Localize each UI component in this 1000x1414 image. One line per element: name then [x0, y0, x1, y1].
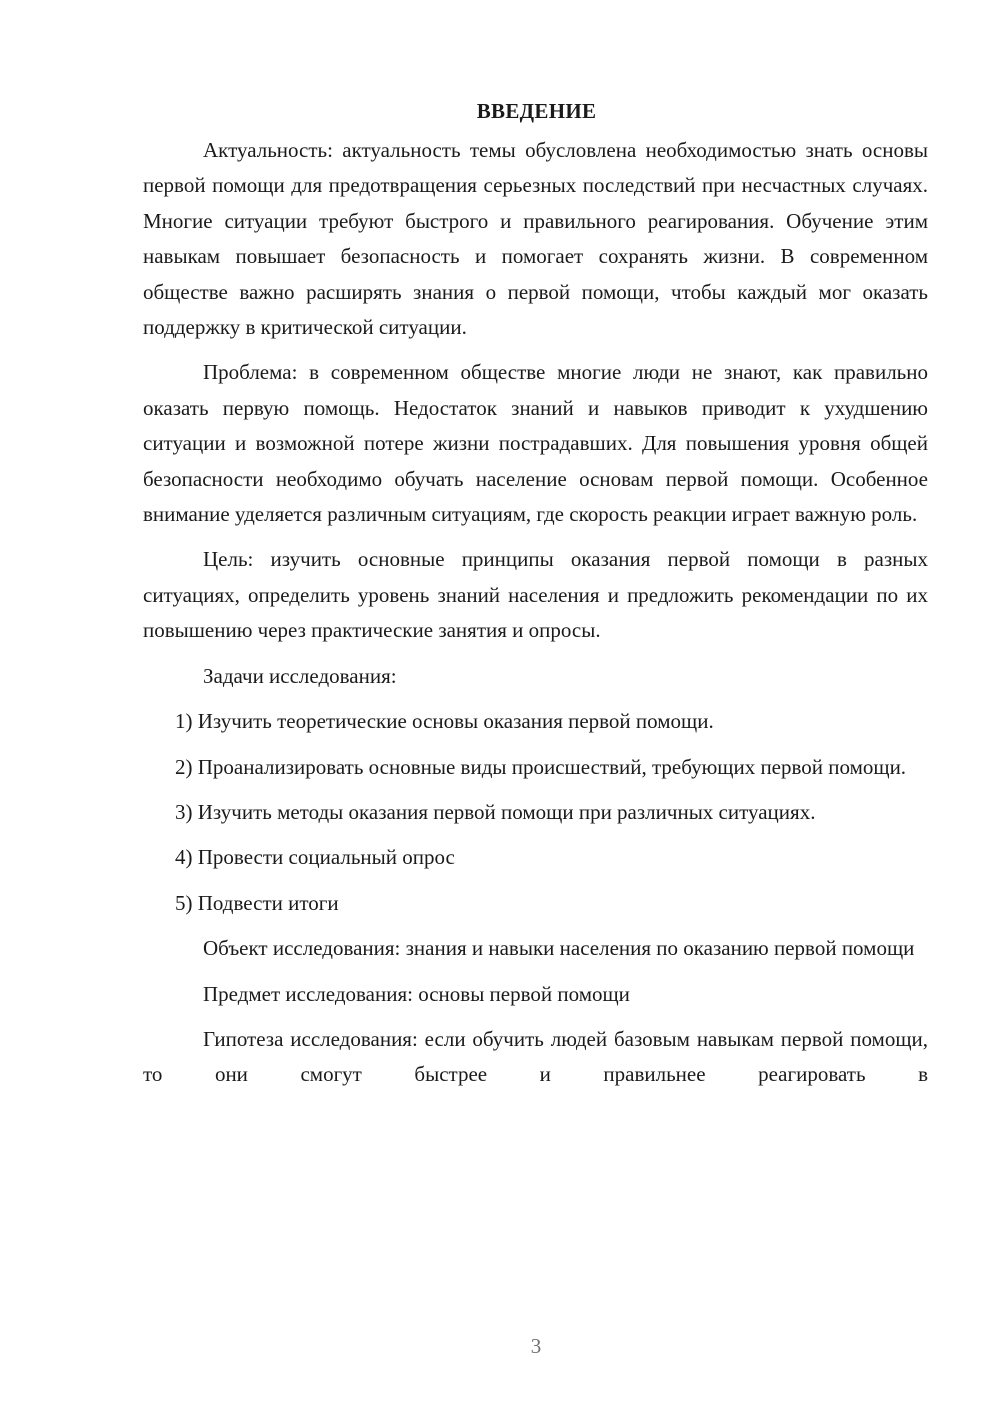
- section-title: ВВЕДЕНИЕ: [476, 99, 597, 123]
- task-item-5: 5) Подвести итоги: [175, 890, 339, 915]
- page-number: 3: [530, 1334, 542, 1358]
- object-paragraph: Объект исследования: знания и навыки населения по оказанию первой помощи: [203, 936, 915, 961]
- goal-paragraph: Цель: изучить основные принципы оказания первой помощи в разных ситуациях, определить уровень знаний населения и предложить рекомендации по их повышению через практические занятия и опросы.: [143, 547, 928, 643]
- task-item-1: 1) Изучить теоретические основы оказания первой помощи.: [175, 709, 714, 734]
- page-content: [143, 97, 928, 1093]
- relevance-paragraph: Актуальность: актуальность темы обусловлена необходимостью знать основы первой помощи для предотвращения серьезных последствий при несчастных случаях. Многие ситуации требуют быстрого и правильного реагирования. Обучение этим навыкам повышает безопасность и помогает сохранять жизни. В современном обществе важно расширять знания о первой помощи, чтобы каждый мог оказать поддержку в критической ситуации.: [143, 138, 928, 340]
- hypothesis-paragraph: Гипотеза исследования: если обучить людей базовым навыкам первой помощи, то они смогут быстрее и правильнее реагировать в: [143, 1026, 928, 1087]
- problem-paragraph: Проблема: в современном обществе многие люди не знают, как правильно оказать первую помощь. Недостаток знаний и навыков приводит к ухудшению ситуации и возможной потере жизни пострадавших. Для повышения уровня общей безопасности необходимо обучать население основам первой помощи. Особенное внимание уделяется различным ситуациям, где скорость реакции играет важную роль.: [143, 360, 928, 527]
- tasks-heading: Задачи исследования:: [203, 663, 397, 688]
- task-item-3: 3) Изучить методы оказания первой помощи при различных ситуациях.: [175, 799, 816, 824]
- task-item-4: 4) Провести социальный опрос: [175, 845, 455, 870]
- subject-paragraph: Предмет исследования: основы первой помощи: [203, 981, 630, 1006]
- task-item-2: 2) Проанализировать основные виды происшествий, требующих первой помощи.: [175, 754, 907, 779]
